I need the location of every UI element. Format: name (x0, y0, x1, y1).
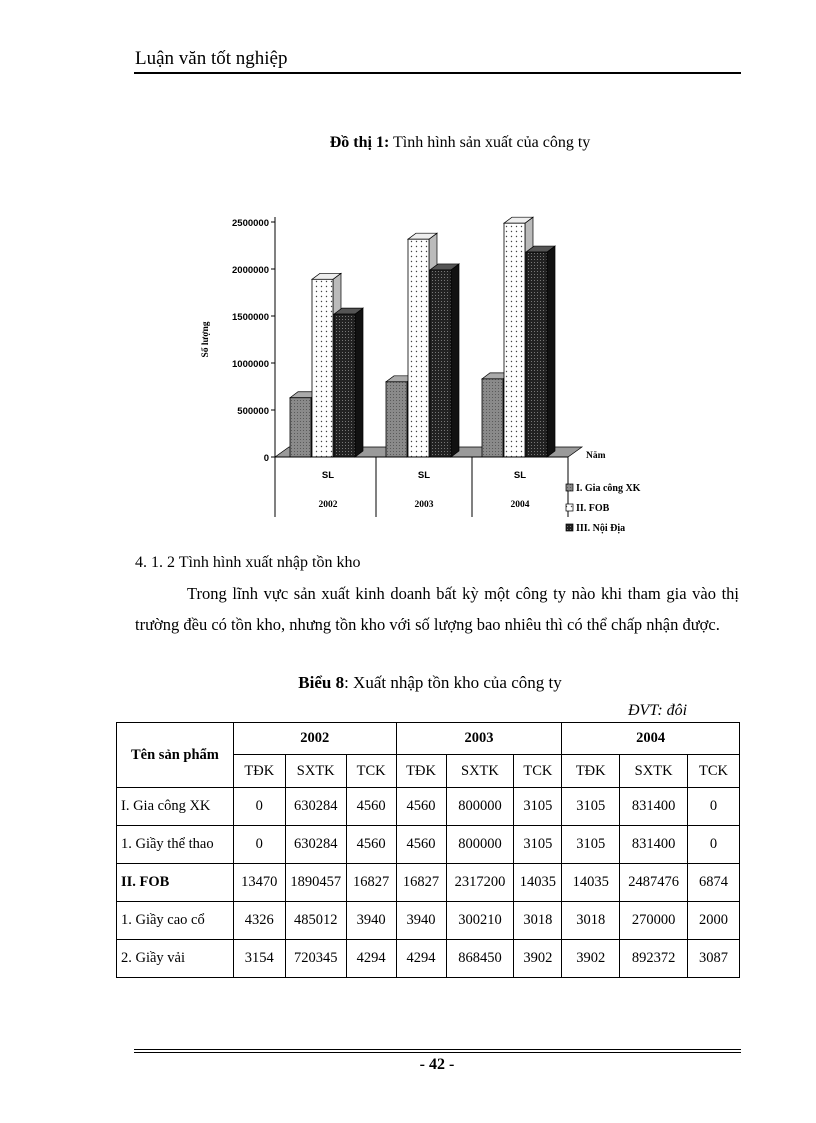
subheader-tck: TCK (688, 755, 740, 788)
x-axis-label: Năm (586, 451, 606, 461)
section-heading: 4. 1. 2 Tình hình xuất nhập tồn kho (135, 554, 361, 571)
subheader-tck: TCK (514, 755, 562, 788)
table-cell: 3940 (396, 902, 446, 940)
legend-label: II. FOB (576, 503, 610, 514)
bar-side (547, 246, 555, 457)
table-cell: 3105 (562, 788, 620, 826)
table-cell: 630284 (285, 788, 346, 826)
table-cell: 630284 (285, 826, 346, 864)
table-cell: 831400 (620, 788, 688, 826)
subheader-tdk: TĐK (562, 755, 620, 788)
table-cell: 3154 (233, 940, 285, 978)
table-cell: 3902 (562, 940, 620, 978)
table-cell: 16827 (346, 864, 396, 902)
page-header-title: Luận văn tốt nghiệp (135, 48, 288, 69)
table-cell: 720345 (285, 940, 346, 978)
chart-caption-label: Đồ thị 1: (329, 134, 390, 151)
table-cell: 4560 (396, 788, 446, 826)
table-row (117, 940, 740, 978)
y-tick-label: 1500000 (232, 312, 269, 323)
row-name: 2. Giầy vải (117, 940, 234, 978)
year-header: 2004 (562, 723, 740, 755)
table-cell: 3105 (562, 826, 620, 864)
y-tick-label: 0 (263, 453, 269, 464)
table-cell: 4294 (396, 940, 446, 978)
table-cell: 3105 (514, 826, 562, 864)
table-cell: 3105 (514, 788, 562, 826)
table-cell: 1890457 (285, 864, 346, 902)
table-cell: 800000 (446, 826, 514, 864)
row-name: II. FOB (117, 864, 234, 902)
bar (504, 223, 525, 457)
table-cell: 2487476 (620, 864, 688, 902)
x-year-label: 2004 (510, 500, 530, 510)
table-cell: 4326 (233, 902, 285, 940)
legend-swatch (566, 484, 573, 491)
year-header: 2003 (396, 723, 562, 755)
table-cell: 13470 (233, 864, 285, 902)
bar (334, 314, 355, 457)
y-tick-label: 2000000 (232, 265, 269, 276)
inventory-table (116, 722, 740, 978)
table-cell: 892372 (620, 940, 688, 978)
table-caption (0, 673, 816, 693)
bar-side (355, 308, 363, 457)
y-tick-label: 500000 (237, 406, 269, 417)
table-cell: 4294 (346, 940, 396, 978)
table-cell: 2000 (688, 902, 740, 940)
table-row (117, 864, 740, 902)
bar (526, 252, 547, 457)
table-cell: 0 (233, 826, 285, 864)
table-cell: 0 (688, 826, 740, 864)
x-year-label: 2003 (414, 500, 434, 510)
unit-label: ĐVT: đôi (628, 702, 688, 719)
chart-caption (0, 134, 816, 152)
table-cell: 3087 (688, 940, 740, 978)
table-row (117, 788, 740, 826)
page-number: - 42 - (419, 1056, 455, 1073)
y-axis-label: Số lượng (201, 321, 211, 358)
row-name: 1. Giầy thể thao (117, 826, 234, 864)
bar (386, 382, 407, 457)
x-year-label: 2002 (318, 500, 338, 510)
body-paragraph: Trong lĩnh vực sản xuất kinh doanh bất kỳ một công ty nào khi tham gia vào thị trường đều có tồn kho, nhưng tồn kho với số lượng bao nhiêu thì có thể chấp nhận được. (135, 584, 739, 634)
footer-rule (134, 1052, 741, 1053)
table-cell: 270000 (620, 902, 688, 940)
bar (312, 279, 333, 457)
subheader-tck: TCK (346, 755, 396, 788)
table-row (117, 902, 740, 940)
legend-label: III. Nội Địa (576, 523, 626, 534)
row-name: I. Gia công XK (117, 788, 234, 826)
table-cell: 4560 (396, 826, 446, 864)
product-header: Tên sản phẩm (117, 723, 234, 788)
subheader-sxtk: SXTK (446, 755, 514, 788)
x-category-label: SL (417, 470, 431, 481)
table-row (117, 826, 740, 864)
table-cell: 831400 (620, 826, 688, 864)
table-cell: 3940 (346, 902, 396, 940)
table-cell: 14035 (562, 864, 620, 902)
table-cell: 485012 (285, 902, 346, 940)
footer-rule (134, 1049, 741, 1050)
table-cell: 16827 (396, 864, 446, 902)
bar (290, 398, 311, 457)
legend-label: I. Gia công XK (576, 483, 641, 494)
table-cell: 3902 (514, 940, 562, 978)
subheader-sxtk: SXTK (285, 755, 346, 788)
table-cell: 868450 (446, 940, 514, 978)
table-cell: 3018 (514, 902, 562, 940)
year-header: 2002 (233, 723, 396, 755)
x-category-label: SL (321, 470, 335, 481)
table-cell: 0 (688, 788, 740, 826)
subheader-tdk: TĐK (396, 755, 446, 788)
table-cell: 3018 (562, 902, 620, 940)
legend-swatch (566, 504, 573, 511)
subheader-sxtk: SXTK (620, 755, 688, 788)
bar-side (451, 264, 459, 457)
row-name: 1. Giầy cao cổ (117, 902, 234, 940)
table-cell: 2317200 (446, 864, 514, 902)
chart-caption-text: Tình hình sản xuất của công ty (389, 134, 591, 151)
bar (408, 239, 429, 457)
table-cell: 4560 (346, 788, 396, 826)
table-cell: 6874 (688, 864, 740, 902)
header-rule (134, 72, 741, 74)
bar (430, 270, 451, 457)
table-caption-text: : Xuất nhập tồn kho của công ty (344, 673, 562, 692)
table-caption-label: Biểu 8 (298, 673, 345, 692)
table-cell: 300210 (446, 902, 514, 940)
production-chart (195, 205, 675, 545)
y-tick-label: 2500000 (232, 218, 269, 229)
table-cell: 4560 (346, 826, 396, 864)
table-cell: 14035 (514, 864, 562, 902)
table-cell: 0 (233, 788, 285, 826)
table-cell: 800000 (446, 788, 514, 826)
bar (482, 379, 503, 457)
legend-swatch (566, 524, 573, 531)
y-tick-label: 1000000 (232, 359, 269, 370)
x-category-label: SL (513, 470, 527, 481)
subheader-tdk: TĐK (233, 755, 285, 788)
